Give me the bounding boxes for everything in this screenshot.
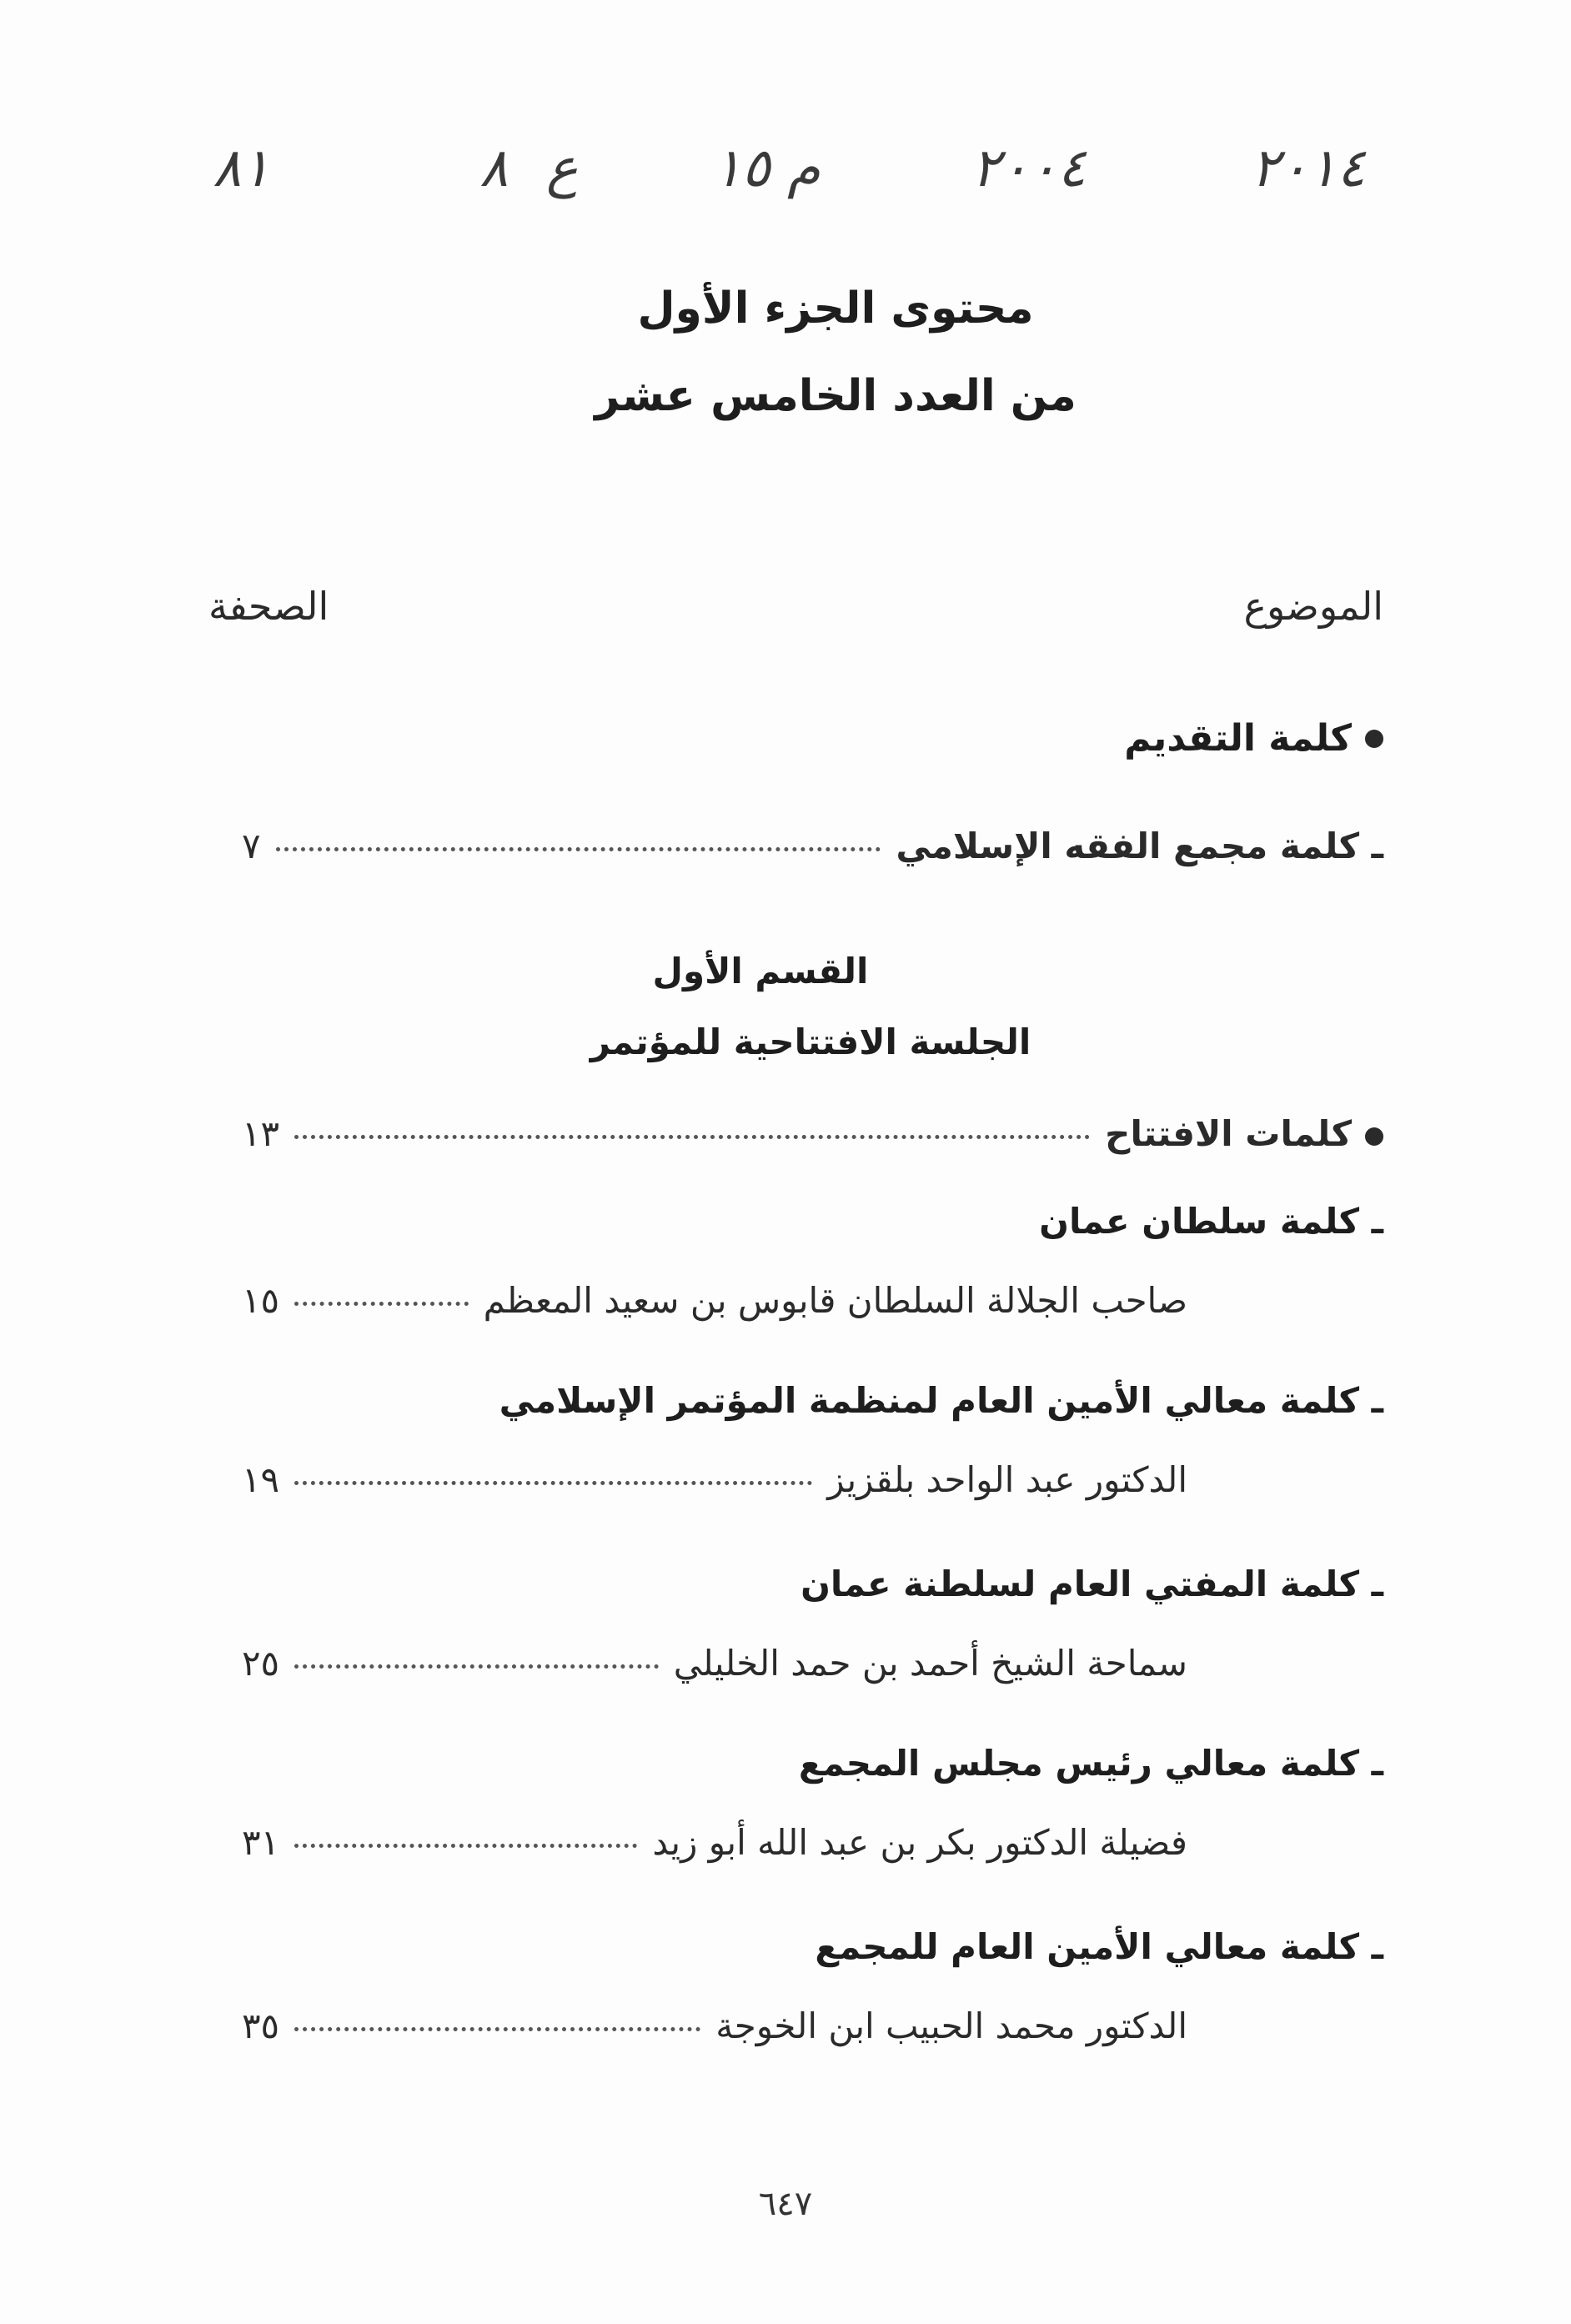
toc-entry-page: ٣١ xyxy=(242,1822,280,1863)
toc-entry-label: كلمات الافتتاح xyxy=(1105,1113,1352,1154)
page-column-header: الصحفة xyxy=(208,584,329,629)
toc-subheading: ـ كلمة سلطان عمان xyxy=(1039,1201,1383,1242)
toc-entry-label: ـ كلمة مجمع الفقه الإسلامي xyxy=(896,826,1383,866)
toc-subheading: ـ كلمة المفتي العام لسلطنة عمان xyxy=(801,1564,1383,1604)
toc-entry-label: سماحة الشيخ أحمد بن حمد الخليلي xyxy=(673,1643,1187,1684)
toc-entry-speaker xyxy=(242,1643,1187,1684)
toc-entry-opening xyxy=(242,1113,1383,1154)
page-subtitle: من العدد الخامس عشر xyxy=(595,371,1077,421)
part-subtitle: الجلسة الافتتاحية للمؤتمر xyxy=(590,1021,1031,1062)
toc-entry-page: ٢٥ xyxy=(242,1643,280,1684)
intro-heading xyxy=(1124,717,1383,760)
part-title: القسم الأول xyxy=(652,951,869,991)
handwritten-note-6: ٢٠١٤ xyxy=(1251,138,1366,199)
bullet-icon xyxy=(1365,1127,1383,1146)
leader-dots xyxy=(294,1664,659,1669)
topic-column-header: الموضوع xyxy=(1243,584,1383,629)
toc-entry-speaker xyxy=(242,1280,1187,1321)
toc-subheading: ـ كلمة معالي الأمين العام لمنظمة المؤتمر الإسلامي xyxy=(499,1380,1383,1421)
leader-dots xyxy=(294,1844,637,1848)
page-title: محتوى الجزء الأول xyxy=(637,284,1034,334)
handwritten-note-1: ٨١ xyxy=(213,138,270,199)
toc-entry-label: الدكتور عبد الواحد بلقزيز xyxy=(827,1459,1187,1500)
toc-entry-label: فضيلة الدكتور بكر بن عبد الله أبو زيد xyxy=(652,1822,1187,1863)
toc-entry-intro xyxy=(242,826,1383,866)
handwritten-note-5: ٢٠٠٤ xyxy=(971,138,1087,199)
bullet-icon xyxy=(1365,730,1383,748)
toc-subheading: ـ كلمة معالي الأمين العام للمجمع xyxy=(815,1926,1383,1967)
page-number: ٦٤٧ xyxy=(758,2185,813,2223)
toc-entry-speaker xyxy=(242,1459,1187,1500)
toc-entry-page: ١٩ xyxy=(242,1459,280,1500)
leader-dots xyxy=(294,2027,700,2031)
toc-entry-speaker xyxy=(242,1822,1187,1863)
toc-entry-label: الدكتور محمد الحبيب ابن الخوجة xyxy=(715,2005,1187,2046)
handwritten-note-4: م ١٥ xyxy=(713,138,821,199)
toc-subheading: ـ كلمة معالي رئيس مجلس المجمع xyxy=(798,1743,1383,1784)
leader-dots xyxy=(294,1135,1090,1139)
toc-entry-page: ٧ xyxy=(242,826,261,866)
toc-entry-page: ٣٥ xyxy=(242,2005,280,2046)
handwritten-note-2: ٨ xyxy=(479,138,509,199)
toc-entry-speaker xyxy=(242,2005,1187,2046)
toc-entry-label: صاحب الجلالة السلطان قابوس بن سعيد المعظم xyxy=(483,1280,1187,1321)
leader-dots xyxy=(294,1481,812,1485)
toc-entry-page: ١٥ xyxy=(242,1280,280,1321)
leader-dots xyxy=(276,847,881,851)
toc-entry-page: ١٣ xyxy=(242,1113,280,1154)
intro-heading-label: كلمة التقديم xyxy=(1124,717,1352,760)
handwritten-note-3: ع xyxy=(546,138,579,199)
leader-dots xyxy=(294,1302,468,1306)
